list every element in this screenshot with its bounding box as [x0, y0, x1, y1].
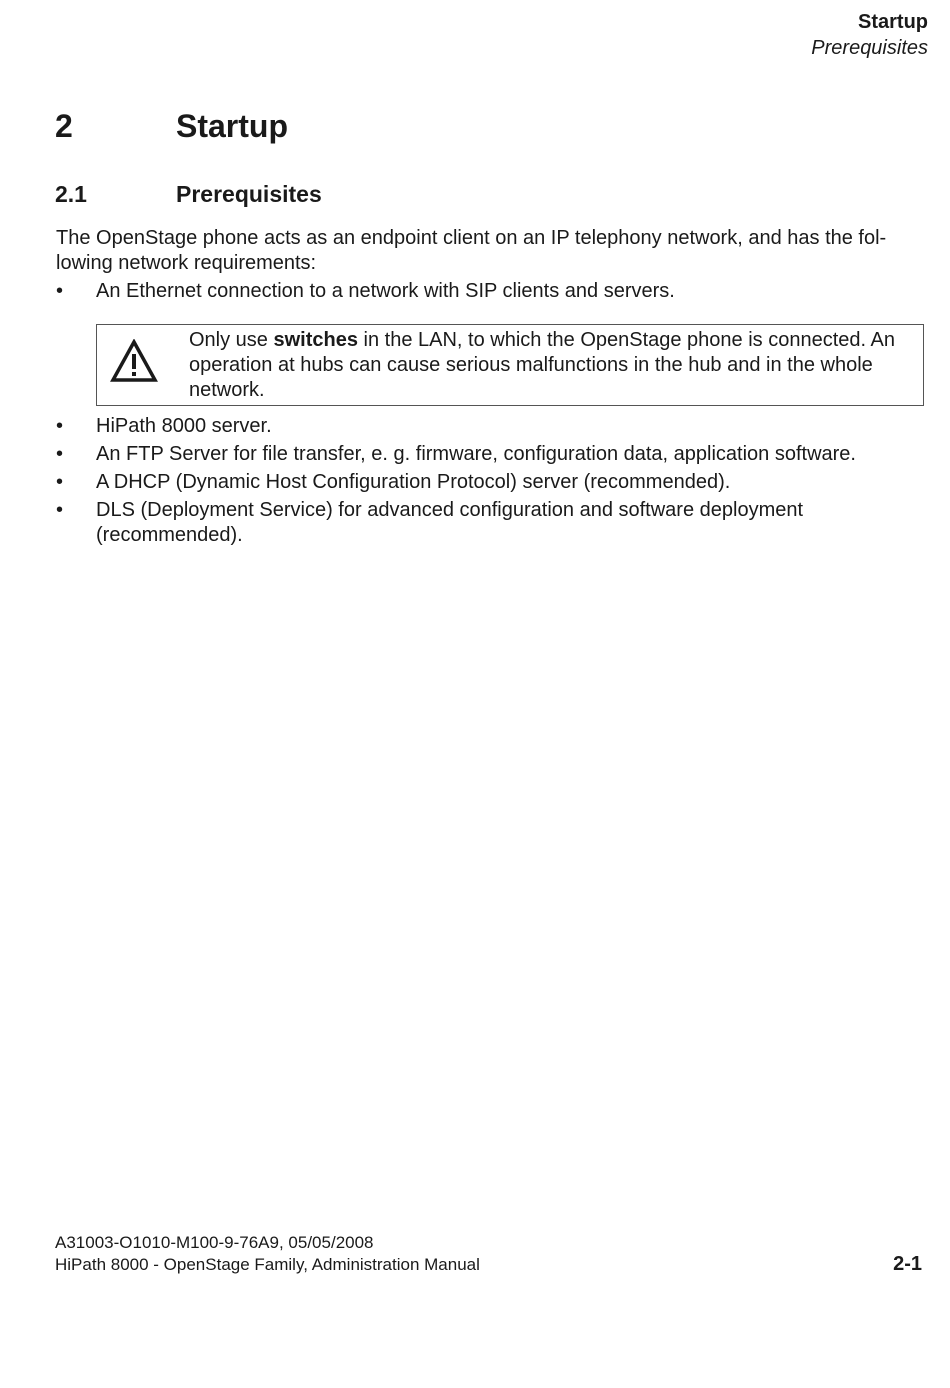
list-item	[56, 279, 928, 304]
warning-note-text	[189, 328, 919, 403]
running-header	[811, 9, 928, 61]
list-item-text: An FTP Server for file transfer, e. g. firmware, configuration data, application software.	[96, 443, 856, 465]
list-item	[56, 498, 856, 548]
warning-note	[96, 324, 924, 406]
running-header-section: Prerequisites	[811, 37, 928, 59]
note-suffix: in the LAN, to which the OpenStage phone is connected. An operation at hubs can cause serious malfunctions in the hub and in the whole network.	[189, 329, 895, 401]
running-header-chapter: Startup	[858, 11, 928, 33]
intro-paragraph: The OpenStage phone acts as an endpoint client on an IP telephony network, and has the fol-lowing network requirements:	[56, 227, 887, 274]
bullet-symbol: •	[56, 443, 64, 465]
chapter-number: 2	[55, 108, 73, 144]
note-prefix: Only use	[189, 329, 274, 351]
page-footer	[55, 1232, 480, 1276]
note-emphasis: switches	[273, 329, 358, 351]
bullet-symbol: •	[56, 415, 64, 437]
list-item-text: DLS (Deployment Service) for advanced configuration and software deployment (recommended).	[96, 499, 804, 546]
footer-doc-id: A31003-O1010-M100-9-76A9, 05/05/2008	[55, 1233, 374, 1252]
list-item	[56, 470, 928, 495]
list-item-text: A DHCP (Dynamic Host Configuration Protocol) server (recommended).	[96, 471, 731, 493]
list-item	[56, 442, 928, 467]
list-item	[56, 414, 928, 439]
footer-doc-title: HiPath 8000 - OpenStage Family, Administration Manual	[55, 1255, 480, 1274]
list-item-text: An Ethernet connection to a network with SIP clients and servers.	[96, 280, 675, 302]
chapter-title: Startup	[176, 108, 288, 144]
bullet-symbol: •	[56, 499, 64, 521]
section-number: 2.1	[55, 181, 87, 207]
warning-icon	[110, 339, 158, 383]
bullet-symbol: •	[56, 471, 64, 493]
page-number: 2-1	[893, 1253, 922, 1275]
list-item-text: HiPath 8000 server.	[96, 415, 272, 437]
bullet-symbol: •	[56, 280, 64, 302]
section-title: Prerequisites	[176, 181, 322, 207]
